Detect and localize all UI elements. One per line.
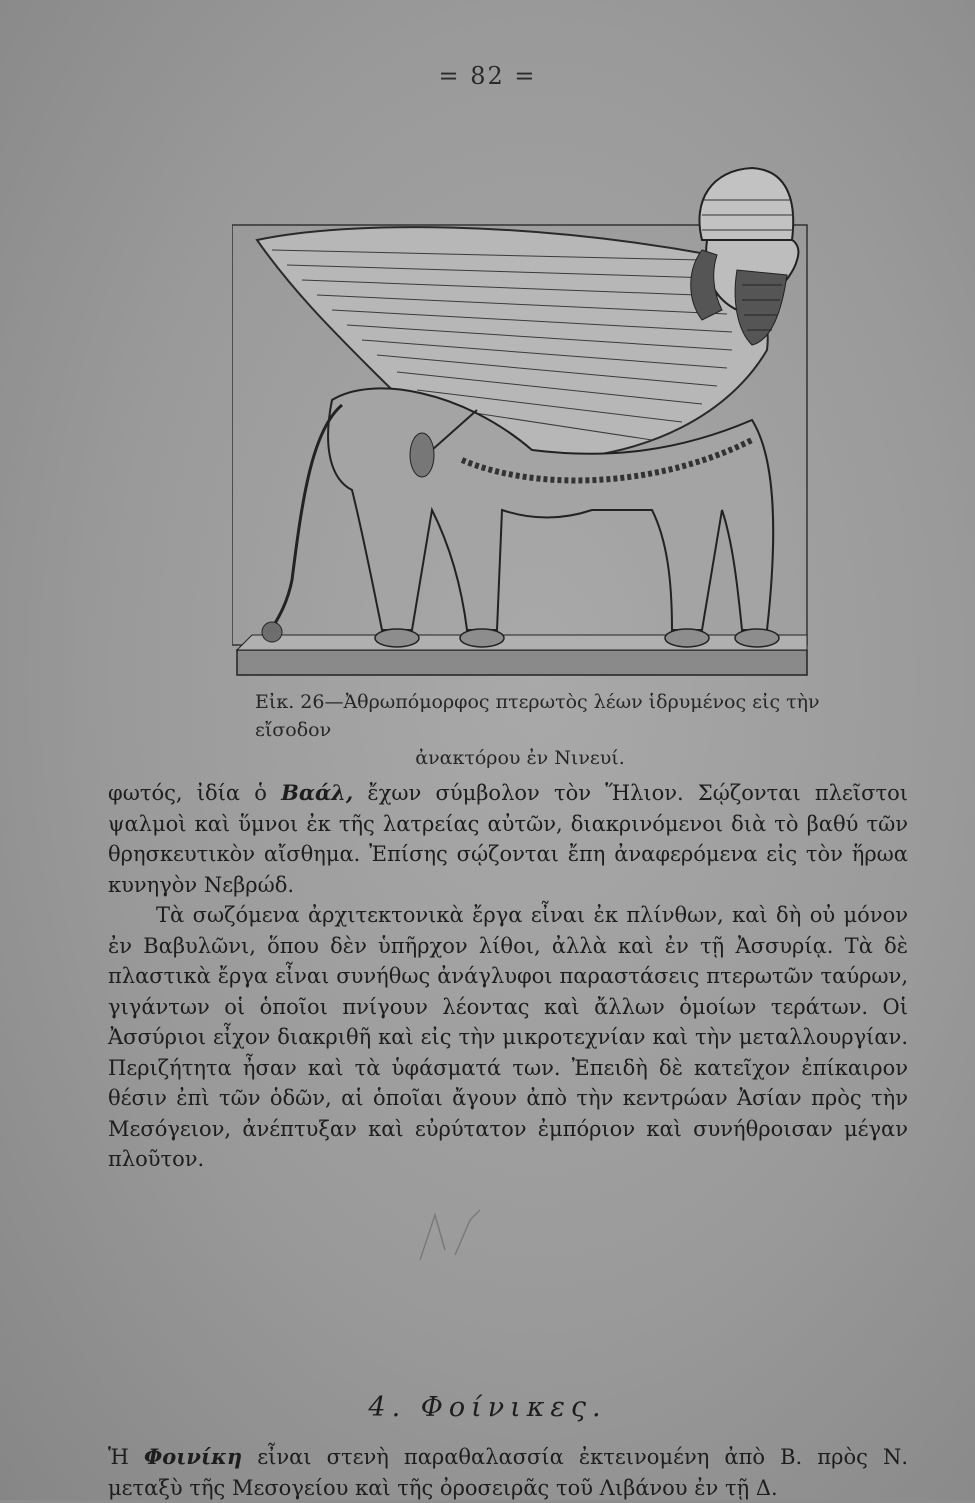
baal-emphasis: Βαάλ, <box>281 780 354 805</box>
phoenicia-emphasis: Φοινίκη <box>143 1444 243 1469</box>
caption-line-1: Εἰκ. 26—Ἀθρωπόμορφος πτερωτὸς λέων ἱδρυμένος εἰς τὴν εἴσοδον <box>255 691 820 741</box>
section-intro-prefix: Ἡ <box>108 1445 144 1469</box>
lamassu-illustration <box>232 160 812 685</box>
section-heading: 4. Φοίνικες. <box>368 1392 607 1423</box>
section-intro <box>108 1442 908 1503</box>
section-intro-rest: εἶναι στενὴ παραθαλασσία ἐκτεινομένη ἀπὸ Β. πρὸς Ν. μεταξὺ τῆς Μεσογείου καὶ τῆς ὀροσειρᾶς τοῦ Λιβάνου ἐν τῇ Δ. <box>108 1445 909 1500</box>
figure-caption <box>200 688 840 772</box>
page-number: = 82 = <box>438 62 537 90</box>
paragraph-1-start: φωτός, ἰδία ὁ <box>108 781 282 805</box>
paragraph-1 <box>108 778 908 900</box>
pencil-scribble <box>410 1200 500 1270</box>
section-intro-paragraph <box>108 1442 908 1503</box>
paragraph-1-rest: ἔχων σύμβολον τὸν Ἥλιον. Σῴζονται πλεῖστοι ψαλμοὶ καὶ ὕμνοι ἐκ τῆς λατρείας αὐτῶν, διακρινόμενοι διὰ τὸ βαθύ τῶν θρησκευτικὸν αἴσθημα. Ἐπίσης σῴζονται ἔπη ἀναφερόμενα εἰς τὸν ἥρωα κυνηγὸν Νεβρώδ. <box>108 781 908 897</box>
main-text <box>108 778 908 1175</box>
paragraph-2: Τὰ σωζόμενα ἀρχιτεκτονικὰ ἔργα εἶναι ἐκ πλίνθων, καὶ δὴ οὐ μόνον ἐν Βαβυλῶνι, ὅπου δὲν ὑπῆρχον λίθοι, ἀλλὰ καὶ ἐν τῇ Ἀσσυρίᾳ. Τὰ δὲ πλαστικὰ ἔργα εἶναι συνήθως ἀνάγλυφοι παραστάσεις πτερωτῶν ταύρων, γιγάντων οἱ ὁποῖοι πνίγουν λέοντας καὶ ἄλλων ὁμοίων τεράτων. Οἱ Ἀσσύριοι εἶχον διακριθῆ καὶ εἰς τὴν μικροτεχνίαν καὶ τὴν μεταλλουργίαν. Περιζήτητα ἦσαν καὶ τὰ ὑφάσματά των. Ἐπειδὴ δὲ κατεῖχον ἐπίκαιρον θέσιν ἐπὶ τῶν ὁδῶν, αἱ ὁποῖαι ἄγουν ἀπὸ τὴν κεντρώαν Ἀσίαν πρὸς τὴν Μεσόγειον, ἀνέπτυξαν καὶ εὐρύτατον ἐμπόριον καὶ συνήθροισαν μέγαν πλοῦτον. <box>108 903 908 1171</box>
caption-line-2: ἀνακτόρου ἐν Νινευί. <box>415 747 625 769</box>
